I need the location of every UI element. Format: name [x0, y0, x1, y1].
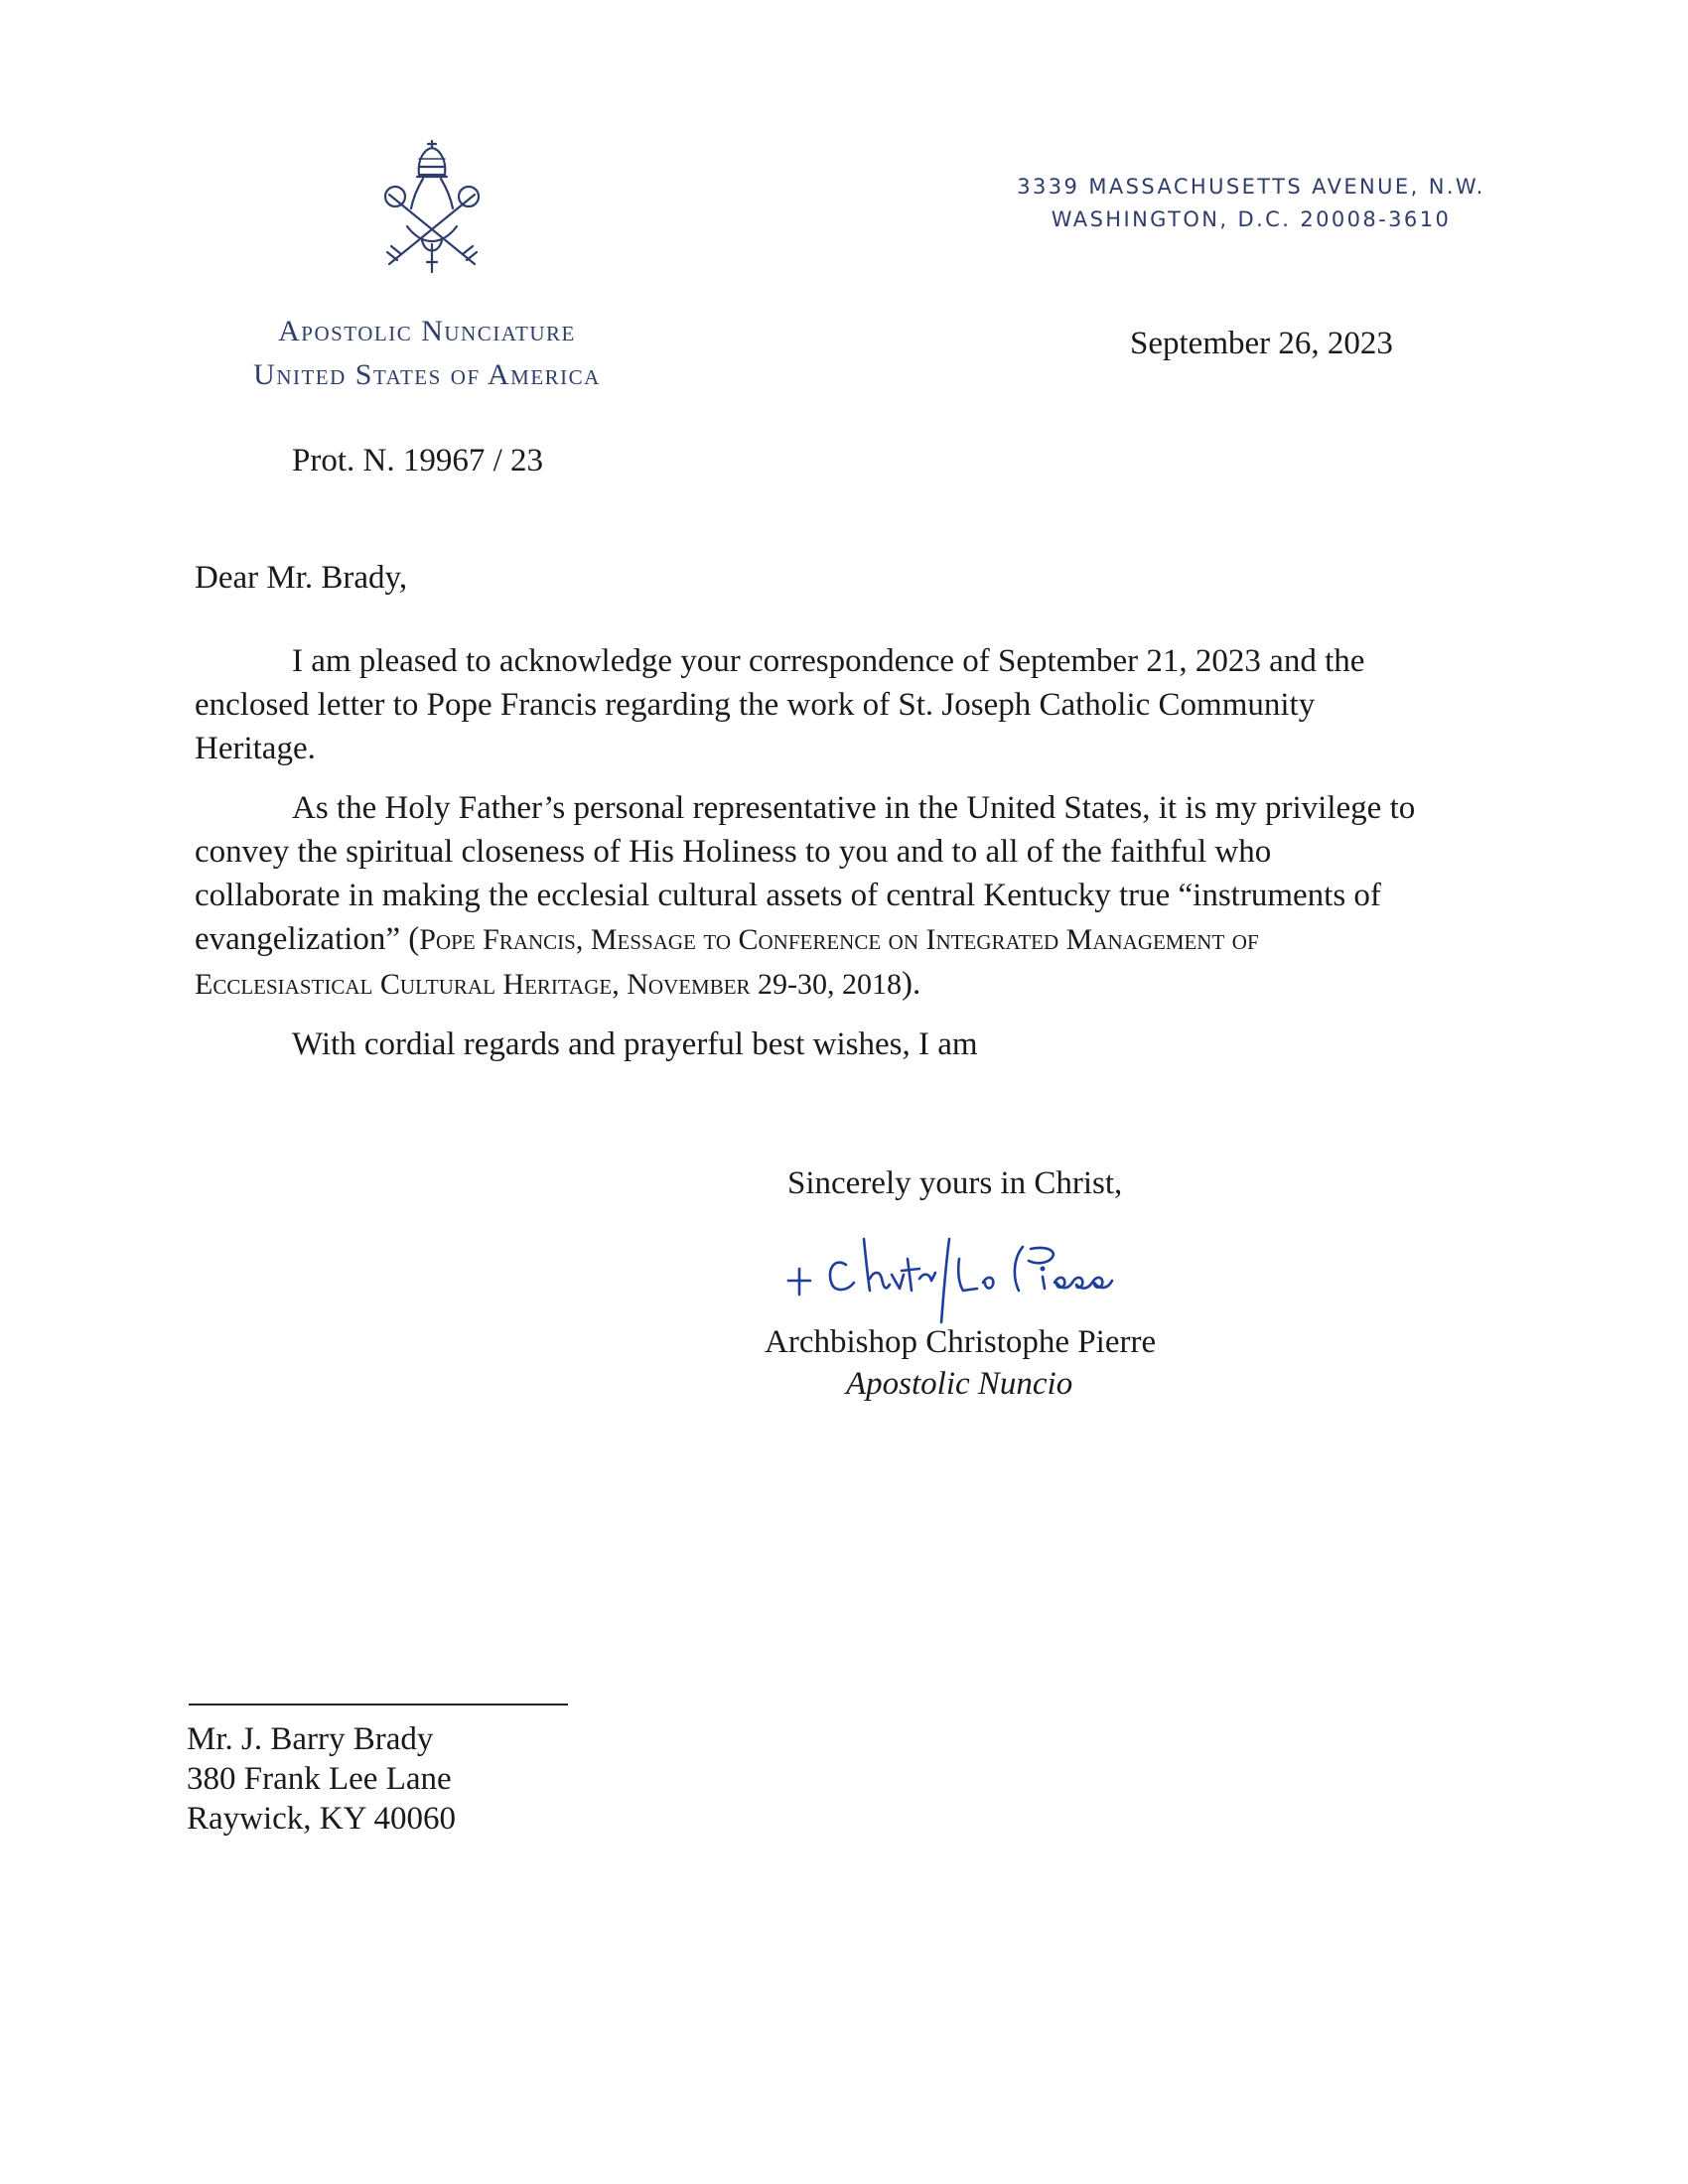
paragraph-line	[195, 962, 1485, 1007]
signer-name: Archbishop Christophe Pierre	[765, 1324, 1157, 1360]
signer-title: Apostolic Nuncio	[846, 1366, 1073, 1402]
citation-text: Ecclesiastical Cultural Heritage, November 29-30, 2018	[195, 968, 903, 1001]
address-line-1: 3339 MASSACHUSETTS AVENUE, N.W.	[1017, 175, 1485, 199]
citation-text: Pope Francis, Message to Conference on Integrated Management of	[419, 923, 1259, 956]
address-line-2: WASHINGTON, D.C. 20008-3610	[1051, 207, 1452, 231]
recipient-address	[187, 1719, 456, 1839]
paragraph-line	[195, 917, 1485, 962]
paragraph-line: convey the spiritual closeness of His Holiness to you and to all of the faithful who	[195, 834, 1272, 870]
recipient-city-state-zip: Raywick, KY 40060	[187, 1801, 456, 1837]
recipient-name: Mr. J. Barry Brady	[187, 1721, 434, 1757]
organization-line-2: United States of America	[253, 358, 601, 391]
paragraph-line: enclosed letter to Pope Francis regarding the work of St. Joseph Catholic Community	[195, 687, 1316, 723]
protocol-number: Prot. N. 19967 / 23	[292, 443, 544, 478]
paragraph-text: evangelization” (	[195, 921, 420, 957]
paragraph-2	[195, 786, 1485, 1007]
paragraph-line: I am pleased to acknowledge your correspondence of September 21, 2023 and the	[292, 643, 1365, 679]
recipient-divider	[189, 1704, 568, 1706]
paragraph-3	[195, 1023, 1485, 1066]
salutation: Dear Mr. Brady,	[195, 560, 408, 596]
handwritten-signature	[774, 1219, 1192, 1328]
paragraph-line: As the Holy Father’s personal representative in the United States, it is my privilege to	[292, 790, 1416, 826]
paragraph-1	[195, 639, 1485, 770]
paragraph-line: Heritage.	[195, 731, 316, 766]
organization-line-1: Apostolic Nunciature	[278, 315, 576, 347]
complimentary-close: Sincerely yours in Christ,	[787, 1165, 1123, 1201]
recipient-street: 380 Frank Lee Lane	[187, 1761, 452, 1797]
letterhead-address	[953, 171, 1549, 236]
paragraph-text: ).	[902, 966, 921, 1002]
letterhead-organization	[179, 310, 675, 397]
paragraph-line: With cordial regards and prayerful best wishes, I am	[292, 1026, 978, 1062]
letter-date: September 26, 2023	[1130, 326, 1393, 361]
paragraph-line: collaborate in making the ecclesial cultural assets of central Kentucky true “instruments of	[195, 878, 1381, 913]
letter-body	[195, 556, 1485, 1066]
papal-coat-of-arms-icon	[367, 137, 496, 276]
